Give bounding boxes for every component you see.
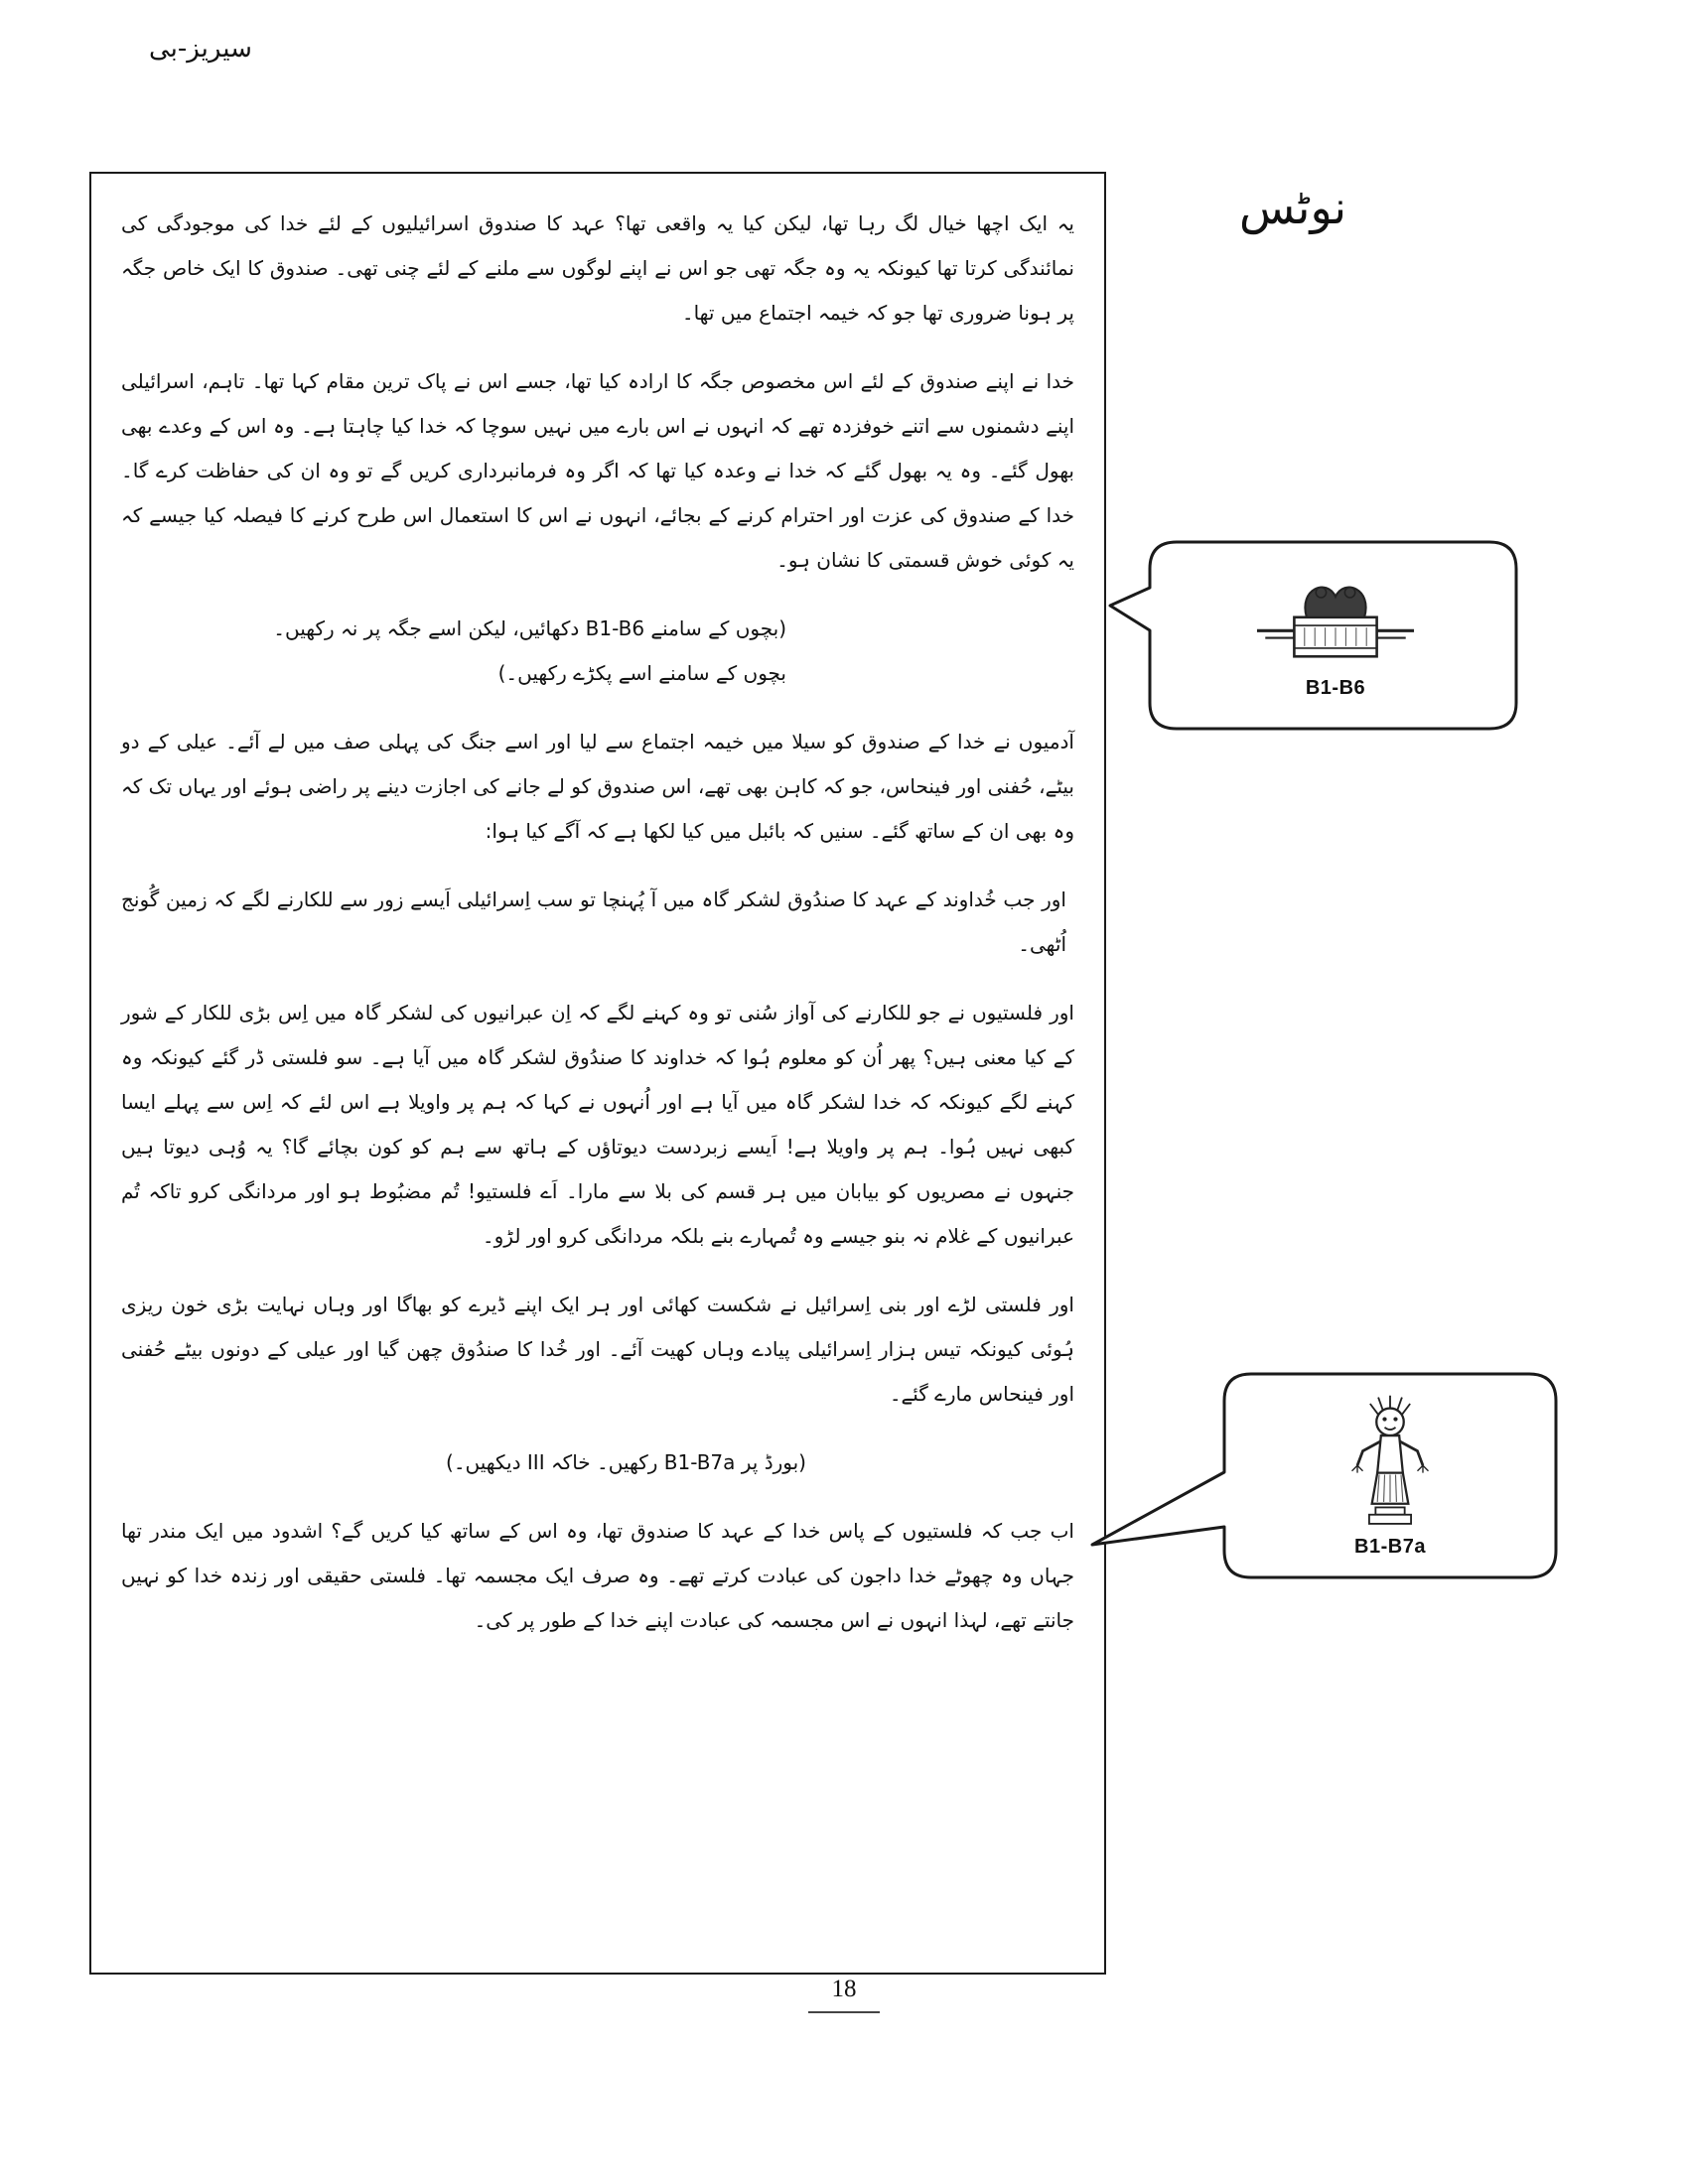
ark-of-covenant-icon [1251,572,1420,675]
paragraph: خدا نے اپنے صندوق کے لئے اس مخصوص جگہ کا ارادہ کیا تھا، جسے اس نے پاک ترین مقام کہا تھا۔ تاہم، اسرائیلی اپنے دشمنوں سے اتنے خوفزدہ تھے کہ انہوں نے اس بارے میں نہیں سوچا کہ خدا کیا چاہتا ہے۔ وہ اس کے وعدے بھی بھول گئے۔ وہ یہ بھول گئے کہ خدا نے وعدہ کیا تھا کہ اگر وہ فرمانبرداری کریں گے تو وہ ان کی حفاظت کرے گا۔ خدا کے صندوق کی عزت اور احترام کرنے کے بجائے، انہوں نے اس کا استعمال اس طرح کرنے کا فیصلہ کیا جیسے کہ یہ کوئی خوش قسمتی کا نشان ہو۔ [121,369,1075,572]
callout-bubble-idol [1087,1368,1564,1588]
notes-margin-label: نوٹس [1239,181,1347,234]
series-header-label: سیریز-بی [149,34,252,64]
callout-bubble-ark [1107,536,1524,735]
paragraph: آدمیوں نے خدا کے صندوق کو سیلا میں خیمہ اجتماع سے لیا اور اسے جنگ کی پہلی صف میں لے آئے۔ عیلی کے دو بیٹے، حُفنی اور فینحاس، جو کہ کاہن بھی تھے، اس صندوق کو لے جانے کی اجازت دینے پر راضی ہوئے اور یہاں تک کہ وہ بھی ان کے ساتھ گئے۔ سنیں کہ بائبل میں کیا لکھا ہے کہ آگے کیا ہوا: [121,730,1074,843]
page-number: 18 [831,1976,857,2002]
callout-label-b1-b7a: B1-B7a [1354,1535,1426,1558]
teacher-instruction: (بورڈ پر B1-B7a رکھیں۔ خاکہ III دیکھیں۔) [446,1450,806,1474]
paragraph: یہ ایک اچھا خیال لگ رہا تھا، لیکن کیا یہ واقعی تھا؟ عہد کا صندوق اسرائیلیوں کے لئے خدا کی موجودگی کی نمائندگی کرتا تھا کیونکہ یہ وہ جگہ تھی جو اس نے اپنے لوگوں سے ملنے کے لئے چنی تھی۔ صندوق کا ایک خاص جگہ پر ہونا ضروری تھا جو کہ خیمہ اجتماع میں تھا۔ [121,211,1074,325]
teacher-instruction: (بچوں کے سامنے B1-B6 دکھائیں، لیکن اسے جگہ پر نہ رکھیں۔ بچوں کے سامنے اسے پکڑے رکھیں۔) [273,616,786,685]
bible-quote: اور جب خُداوند کے عہد کا صندُوق لشکر گاہ میں آ پُہنچا تو سب اِسرائیلی اَیسے زور سے للکارنے لگے کہ زمین گُونج اُٹھی۔ [121,887,1066,956]
page-number-rule [808,2011,880,2013]
paragraph: اب جب کہ فلستیوں کے پاس خدا کے عہد کا صندوق تھا، وہ اس کے ساتھ کیا کریں گے؟ اشدود میں ایک مندر تھا جہاں وہ چھوٹے خدا داجون کی عبادت کرتے تھے۔ وہ صرف ایک مجسمہ تھا۔ فلستی حقیقی اور زندہ خدا کو نہیں جانتے تھے، لہذا انہوں نے اس مجسمہ کی عبادت اپنے خدا کے طور پر کی۔ [121,1519,1074,1632]
bible-quote: اور فلستیوں نے جو للکارنے کی آواز سُنی تو وہ کہنے لگے کہ اِن عبرانیوں کی لشکر گاہ میں اِس بڑی للکار کے شور کے کیا معنی ہیں؟ پھر اُن کو معلوم ہُوا کہ خداوند کا صندُوق لشکر گاہ میں آیا ہے۔ سو فلستی ڈر گئے کیونکہ وہ کہنے لگے کیونکہ کہ خدا لشکر گاہ میں آیا ہے اور اُنہوں نے کہا کہ ہم پر واویلا ہے اس لئے کہ اِس سے پہلے ایسا کبھی نہیں ہُوا۔ ہم پر واویلا ہے! اَیسے زبردست دیوتاؤں کے ہاتھ سے ہم کو کون بچائے گا؟ یہ وُہی دیوتا ہیں جنہوں نے مصریوں کو بیابان میں ہر قسم کی بلا سے مارا۔ اَے فلستیو! تُم مضبُوط ہو اور مردانگی کرو تاکہ تُم عبرانیوں کے غلام نہ بنو جیسے وہ تُمہارے بنے بلکہ مردانگی کرو اور لڑو۔ [121,1001,1074,1248]
main-text-box [89,172,1106,1975]
dagon-idol-icon [1336,1393,1445,1534]
bible-quote: اور فلستی لڑے اور بنی اِسرائیل نے شکست کھائی اور ہر ایک اپنے ڈیرے کو بھاگا اور وہاں نہایت بڑی خون ریزی ہُوئی کیونکہ تیس ہزار اِسرائیلی پیادے وہاں کھیت آئے۔ اور خُدا کا صندُوق چھن گیا اور عیلی کے دونوں بیٹے حُفنی اور فینحاس مارے گئے۔ [121,1293,1074,1406]
callout-label-b1-b6: B1-B6 [1305,676,1366,699]
